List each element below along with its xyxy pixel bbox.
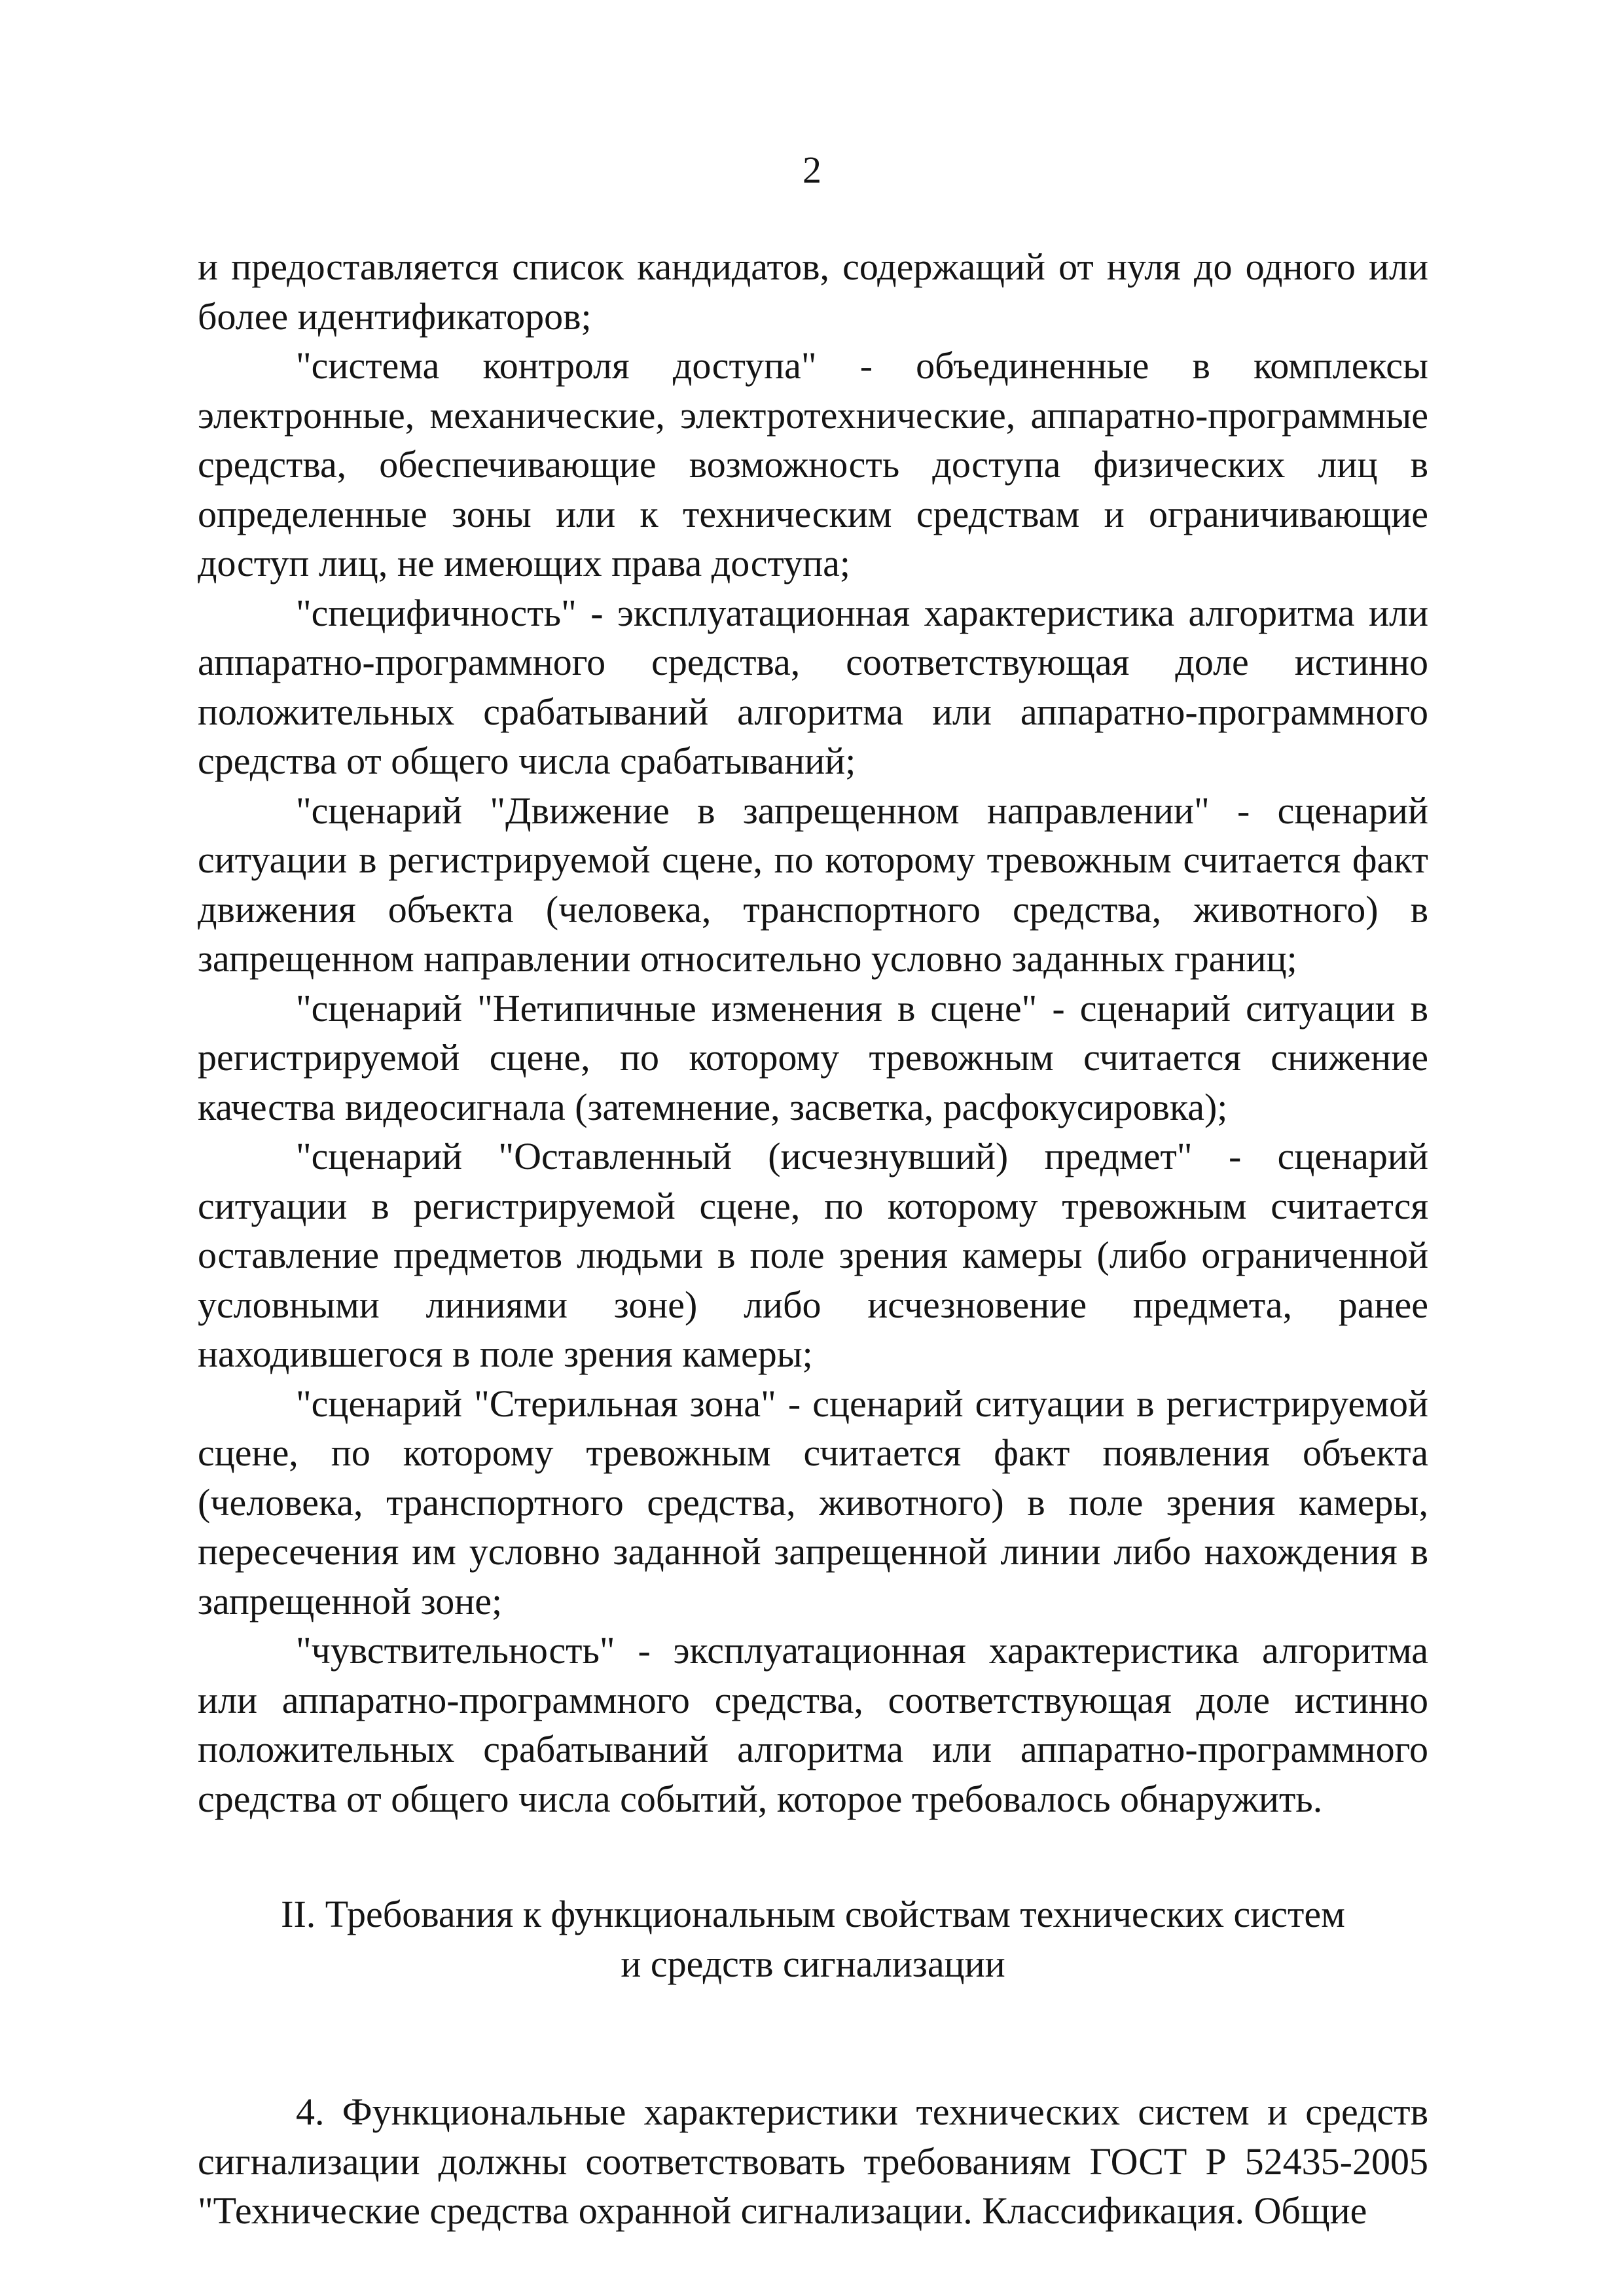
section-heading-line-1: II. Требования к функциональным свойствам технических систем	[281, 1893, 1345, 1935]
paragraph-continuation: и предоставляется список кандидатов, содержащий от нуля до одного или более идентификаторов;	[198, 245, 1428, 338]
definition-scenario-forbidden-direction: "сценарий "Движение в запрещенном направлении" - сценарий ситуации в регистрируемой сцене, по которому тревожным считается факт движения объекта (человека, транспортного средства, животного) в запрещенном направлении относительно условно заданных границ;	[198, 789, 1428, 980]
definition-scenario-sterile-zone: "сценарий "Стерильная зона" - сценарий ситуации в регистрируемой сцене, по которому тревожным считается факт появления объекта (человека, транспортного средства, животного) в поле зрения камеры, пересечения им условно заданной запрещенной линии либо нахождения в запрещенной зоне;	[198, 1382, 1428, 1623]
definition-sensitivity: "чувствительность" - эксплуатационная характеристика алгоритма или аппаратно-программного средства, соответствующая доле истинно положительных срабатываний алгоритма или аппаратно-программного средства от общего числа событий, которое требовалось обнаружить.	[198, 1629, 1428, 1820]
definition-specificity: "специфичность" - эксплуатационная характеристика алгоритма или аппаратно-программного средства, соответствующая доле истинно положительных срабатываний алгоритма или аппаратно-программного средства от общего числа срабатываний;	[198, 591, 1428, 782]
definition-scenario-left-object: "сценарий "Оставленный (исчезнувший) предмет" - сценарий ситуации в регистрируемой сцене, по которому тревожным считается оставление предметов людьми в поле зрения камеры (либо ограниченной условными линиями зоне) либо исчезновение предмета, ранее находившегося в поле зрения камеры;	[198, 1135, 1428, 1375]
document-body	[198, 242, 1428, 2236]
section-heading	[198, 1890, 1428, 1988]
paragraph-item-4: 4. Функциональные характеристики технических систем и средств сигнализации должны соответствовать требованиям ГОСТ Р 52435-2005 "Технические средства охранной сигнализации. Классификация. Общие	[198, 2090, 1428, 2232]
definition-scenario-atypical-changes: "сценарий "Нетипичные изменения в сцене" - сценарий ситуации в регистрируемой сцене, по которому тревожным считается снижение качества видеосигнала (затемнение, засветка, расфокусировка);	[198, 986, 1428, 1128]
definition-access-control-system: "система контроля доступа" - объединенные в комплексы электронные, механические, электротехнические, аппаратно-программные средства, обеспечивающие возможность доступа физических лиц в определенные зоны или к техническим средствам и ограничивающие доступ лиц, не имеющих права доступа;	[198, 344, 1428, 584]
page-number: 2	[803, 149, 821, 191]
section-heading-line-2: и средств сигнализации	[621, 1942, 1005, 1985]
